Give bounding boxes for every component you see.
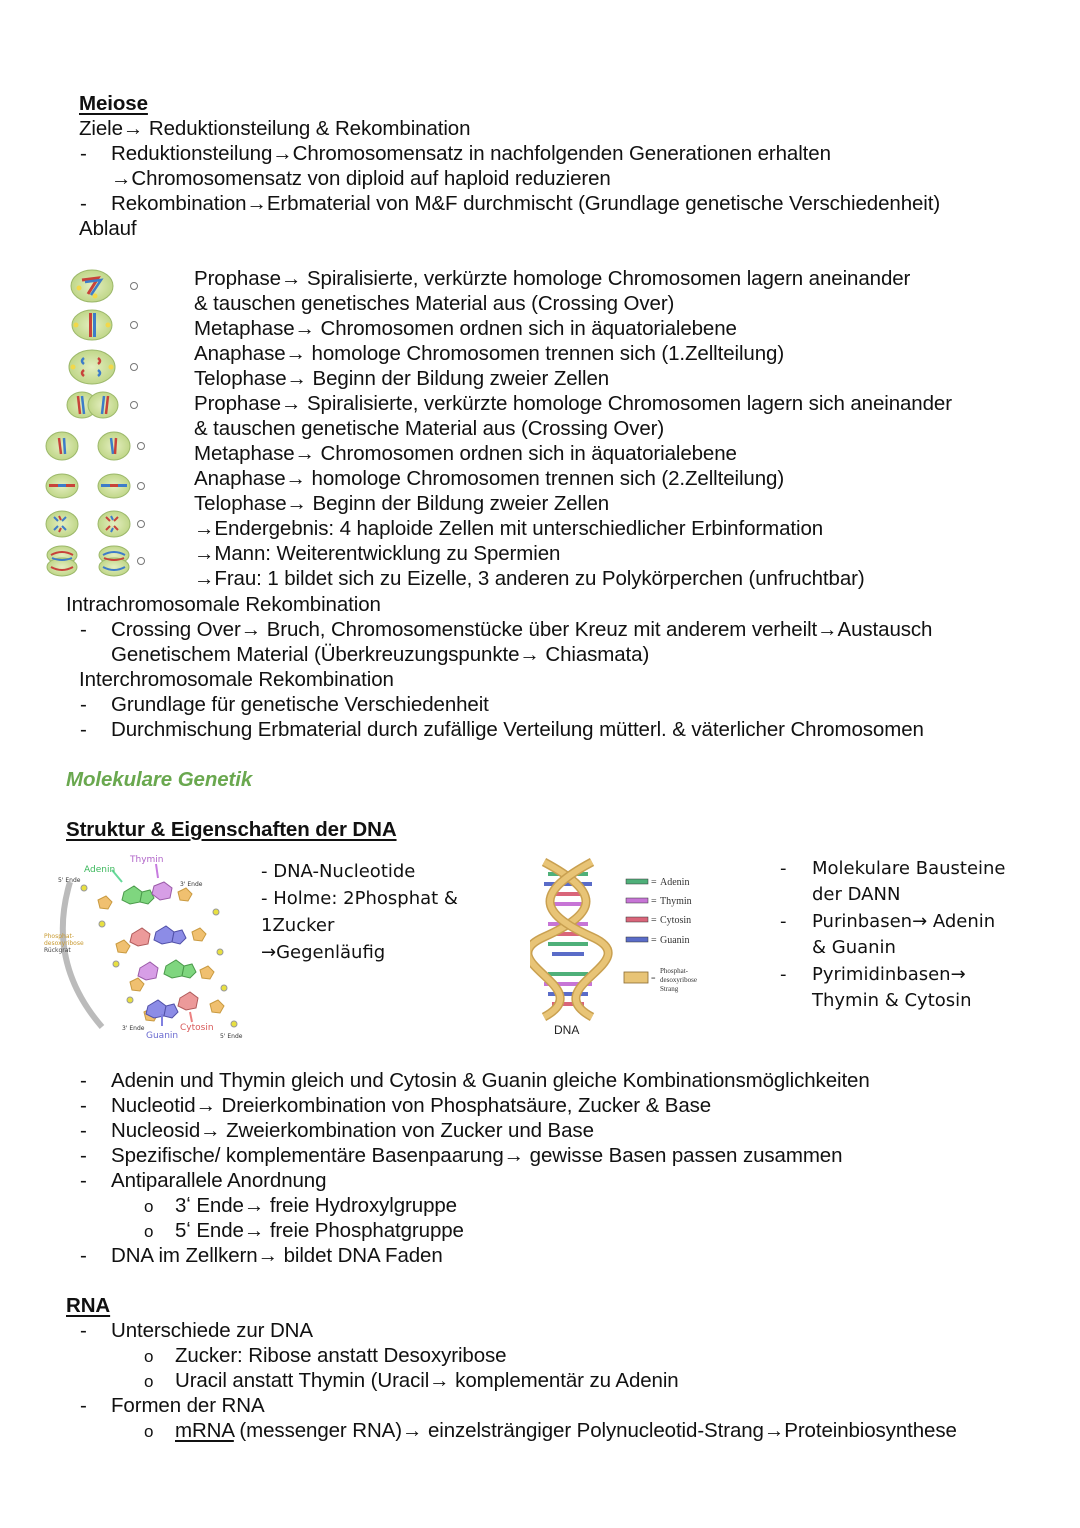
rna-bullet: Unterschiede zur DNA	[111, 1319, 313, 1342]
dna-note: - Holme: 2Phosphat &	[261, 888, 458, 909]
inter-heading: Interchromosomale Rekombination	[79, 668, 394, 691]
mrna-term: mRNA	[175, 1419, 234, 1442]
cell-telophase-1	[67, 392, 138, 418]
svg-text:5' Ende: 5' Ende	[220, 1033, 243, 1040]
svg-text:3' Ende: 3' Ende	[180, 881, 203, 888]
bullet-circle: o	[144, 1197, 154, 1216]
svg-text:Phosphat-: Phosphat-	[660, 967, 688, 975]
bullet-dash: -	[780, 911, 787, 932]
dna-helix-figure	[530, 852, 730, 1042]
bullet-dash: -	[80, 1069, 87, 1092]
bullet-dash: -	[80, 1094, 87, 1117]
dna-bullet: DNA im Zellkern→ bildet DNA Faden	[111, 1244, 443, 1267]
legend-thymin	[626, 896, 692, 907]
svg-text:desoxyribose: desoxyribose	[44, 940, 84, 947]
bullet-circle: o	[144, 1347, 154, 1366]
cell-anaphase-1	[69, 350, 138, 384]
meiosis-diagram	[40, 262, 190, 584]
cells-prophase-2	[46, 432, 145, 460]
bullet-dash: -	[780, 858, 787, 879]
dna-note-right: Molekulare Bausteine	[812, 858, 1006, 879]
legend-cytosin	[626, 915, 691, 926]
cell-prophase-1	[71, 270, 138, 302]
dna-note-right: & Guanin	[812, 937, 896, 958]
bullet-dash: -	[80, 1169, 87, 1192]
svg-text:Thymin: Thymin	[660, 896, 692, 907]
legend-adenin	[626, 877, 689, 888]
label-adenin: Adenin	[84, 865, 116, 875]
cells-metaphase-2	[46, 474, 145, 498]
cells-telophase-2	[47, 546, 145, 576]
rna-mrna-line	[175, 1418, 957, 1443]
dna-note-right: der DANN	[812, 884, 901, 905]
inter-bullet: Grundlage für genetische Verschiedenheit	[111, 693, 489, 716]
dna-bullet: Antiparallele Anordnung	[111, 1169, 327, 1192]
phase-line: Metaphase→ Chromosomen ordnen sich in äquatorialebene	[194, 442, 737, 465]
meiose-bullet-reduktion: Reduktionsteilung→Chromosomensatz in nachfolgenden Generationen erhalten	[111, 142, 831, 165]
svg-text:=: =	[651, 877, 657, 888]
label-thymin: Thymin	[130, 855, 164, 865]
svg-text:=: =	[651, 974, 656, 983]
dna-note-right: Purinbasen→ Adenin	[812, 911, 996, 932]
bullet-dash: -	[80, 718, 87, 741]
dna-note: →Gegenläufig	[261, 942, 386, 963]
phase-line: & tauschen genetische Material aus (Crossing Over)	[194, 417, 665, 440]
section-heading-molekulare-genetik: Molekulare Genetik	[66, 768, 253, 791]
bullet-dash: -	[80, 1319, 87, 1342]
cells-anaphase-2	[46, 511, 145, 537]
cell-metaphase-1	[72, 310, 138, 340]
phase-line: Telophase→ Beginn der Bildung zweier Zellen	[194, 492, 610, 515]
phase-line: →Mann: Weiterentwicklung zu Spermien	[194, 542, 561, 565]
phase-line: Prophase→ Spiralisierte, verkürzte homologe Chromosomen lagern sich aneinander	[194, 392, 952, 415]
bullet-circle: o	[144, 1422, 154, 1441]
rna-sub-bullet: Uracil anstatt Thymin (Uracil→ komplementär zu Adenin	[175, 1369, 679, 1392]
meiose-heading: Meiose	[79, 92, 148, 115]
phase-line: Anaphase→ homologe Chromosomen trennen sich (2.Zellteilung)	[194, 467, 785, 490]
meiose-bullet-reduktion-cont: →Chromosomensatz von diploid auf haploid reduzieren	[111, 167, 611, 190]
phase-line: Metaphase→ Chromosomen ordnen sich in äquatorialebene	[194, 317, 737, 340]
svg-text:Guanin: Guanin	[660, 935, 690, 946]
dna-bullet: Adenin und Thymin gleich und Cytosin & Guanin gleiche Kombinationsmöglichkeiten	[111, 1069, 870, 1092]
dna-caption: DNA	[554, 1023, 580, 1037]
label-cytosin: Cytosin	[180, 1023, 214, 1033]
dna-sub-bullet: 5ʻ Ende→ freie Phosphatgruppe	[175, 1219, 464, 1242]
meiose-ziele: Ziele→ Reduktionsteilung & Rekombination	[79, 117, 471, 140]
dna-sub-bullet: 3ʻ Ende→ freie Hydroxylgruppe	[175, 1194, 457, 1217]
svg-text:5' Ende: 5' Ende	[58, 877, 81, 884]
svg-text:3' Ende: 3' Ende	[122, 1025, 145, 1032]
svg-text:Adenin: Adenin	[660, 877, 690, 888]
meiose-bullet-rekombination: Rekombination→Erbmaterial von M&F durchmischt (Grundlage genetische Verschiedenheit)	[111, 192, 941, 215]
svg-text:=: =	[651, 896, 657, 907]
dna-heading: Struktur & Eigenschaften der DNA	[66, 818, 397, 841]
bullet-dash: -	[80, 1144, 87, 1167]
phase-line: Telophase→ Beginn der Bildung zweier Zellen	[194, 367, 610, 390]
svg-text:Rückgrat: Rückgrat	[44, 947, 71, 954]
meiose-ablauf-label: Ablauf	[79, 217, 137, 240]
bullet-dash: -	[80, 1244, 87, 1267]
svg-text:Cytosin: Cytosin	[660, 915, 692, 926]
mrna-description: (messenger RNA)→ einzelsträngiger Polynucleotid-Strang→Proteinbiosynthese	[233, 1419, 957, 1442]
svg-text:Phosphat-: Phosphat-	[44, 933, 75, 940]
dna-nucleotide-figure	[44, 852, 254, 1044]
bullet-dash: -	[80, 1394, 87, 1417]
inter-bullet: Durchmischung Erbmaterial durch zufällige Verteilung mütterl. & väterlicher Chromosomen	[111, 718, 924, 741]
legend-guanin	[626, 935, 689, 946]
dna-note-right: Thymin & Cytosin	[812, 990, 972, 1011]
dna-note-right: Pyrimidinbasen→	[812, 964, 966, 985]
phase-line: & tauschen genetisches Material aus (Crossing Over)	[194, 292, 675, 315]
intra-bullet: Crossing Over→ Bruch, Chromosomenstücke über Kreuz mit anderem verheilt→Austausch	[111, 618, 933, 641]
intra-heading: Intrachromosomale Rekombination	[66, 593, 381, 616]
phase-line: Prophase→ Spiralisierte, verkürzte homologe Chromosomen lagern aneinander	[194, 267, 911, 290]
phase-line: →Frau: 1 bildet sich zu Eizelle, 3 anderen zu Polykörperchen (unfruchtbar)	[194, 567, 865, 590]
rna-sub-bullet: Zucker: Ribose anstatt Desoxyribose	[175, 1344, 507, 1367]
bullet-dash: -	[780, 964, 787, 985]
dna-note: - DNA-Nucleotide	[261, 861, 416, 882]
bullet-dash: -	[80, 1119, 87, 1142]
svg-text:=: =	[651, 935, 657, 946]
bullet-dash: -	[80, 192, 87, 215]
intra-bullet-cont: Genetischem Material (Überkreuzungspunkte→ Chiasmata)	[111, 643, 650, 666]
svg-text:desoxyribose: desoxyribose	[660, 976, 697, 984]
bullet-circle: o	[144, 1222, 154, 1241]
bullet-circle: o	[144, 1372, 154, 1391]
dna-note: 1Zucker	[261, 915, 335, 936]
bullet-dash: -	[80, 693, 87, 716]
phase-line: →Endergebnis: 4 haploide Zellen mit unterschiedlicher Erbinformation	[194, 517, 824, 540]
bullet-dash: -	[80, 142, 87, 165]
dna-bullet: Spezifische/ komplementäre Basenpaarung→ gewisse Basen passen zusammen	[111, 1144, 843, 1167]
svg-text:Strang: Strang	[660, 985, 679, 993]
label-guanin: Guanin	[146, 1031, 179, 1041]
phase-line: Anaphase→ homologe Chromosomen trennen sich (1.Zellteilung)	[194, 342, 785, 365]
dna-bullet: Nucleosid→ Zweierkombination von Zucker und Base	[111, 1119, 594, 1142]
rna-heading: RNA	[66, 1294, 111, 1317]
legend-strand	[624, 967, 697, 993]
dna-bullet: Nucleotid→ Dreierkombination von Phosphatsäure, Zucker & Base	[111, 1094, 712, 1117]
svg-text:=: =	[651, 915, 657, 926]
rna-bullet: Formen der RNA	[111, 1394, 265, 1417]
bullet-dash: -	[80, 618, 87, 641]
